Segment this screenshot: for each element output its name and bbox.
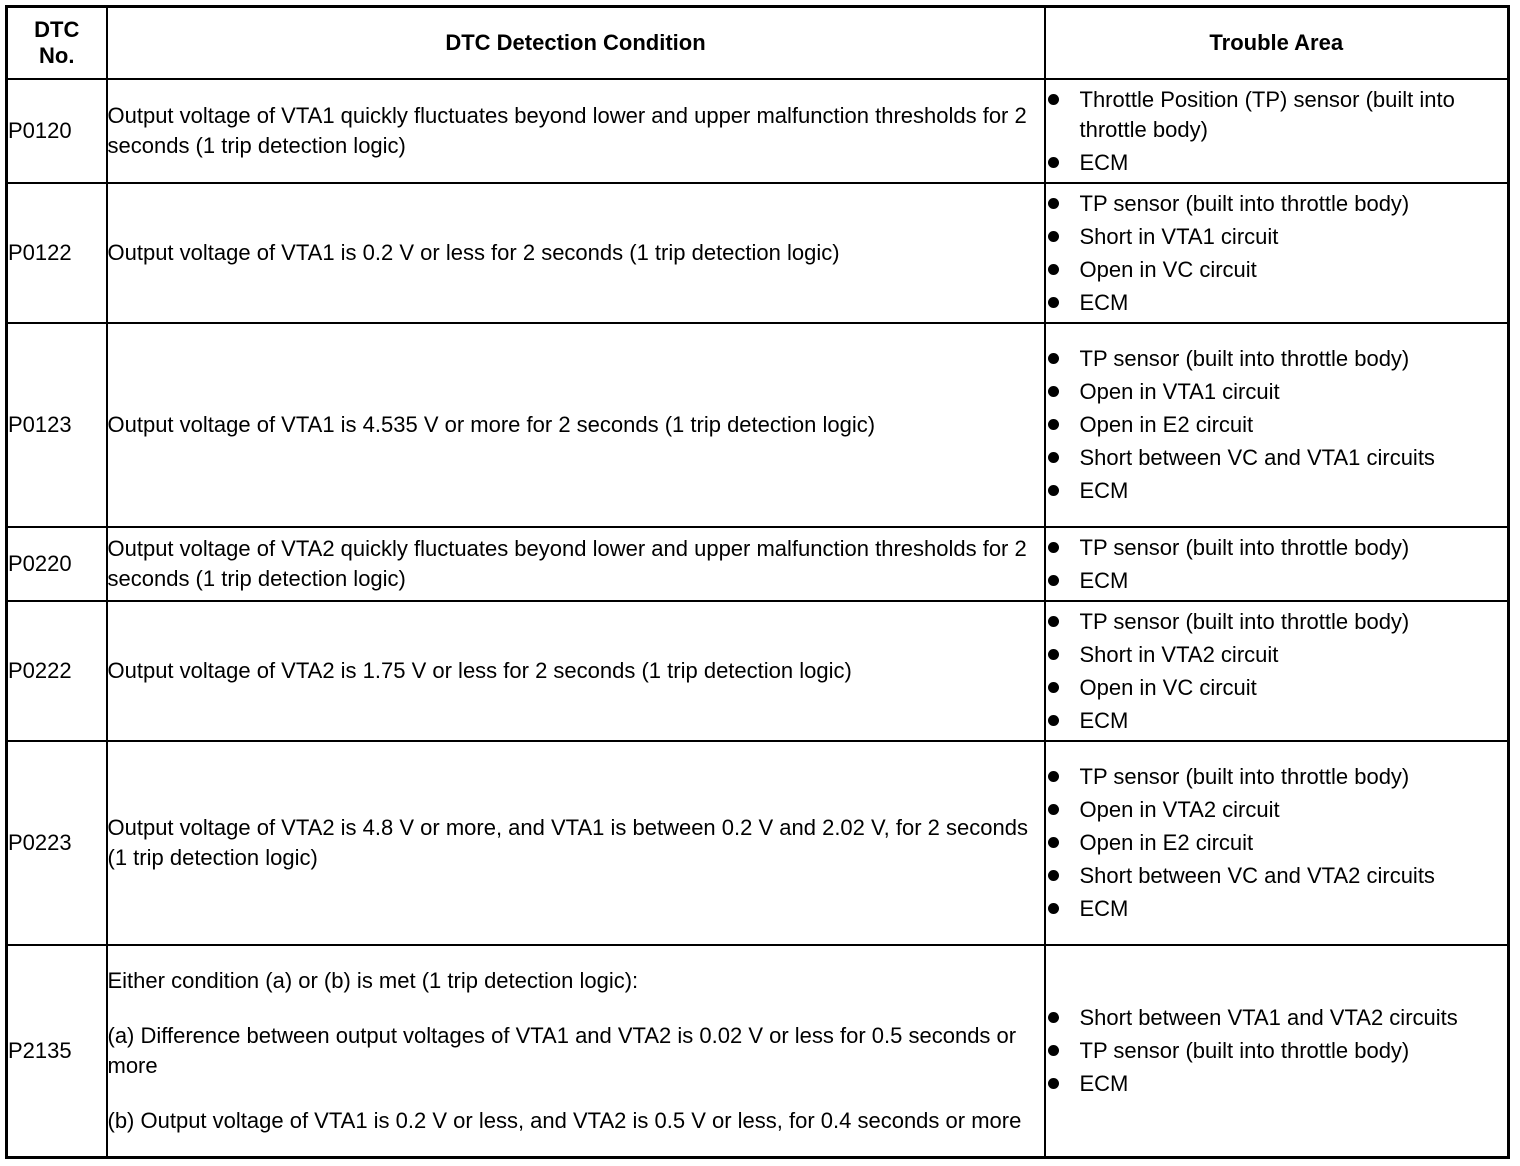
trouble-area-text: ECM (1079, 896, 1129, 921)
trouble-area-cell (1045, 183, 1509, 323)
trouble-area-list (1046, 344, 1508, 506)
header-trouble-area: Trouble Area (1045, 7, 1509, 80)
trouble-area-text: TP sensor (built into throttle body) (1079, 764, 1410, 789)
trouble-area-item (1046, 762, 1508, 792)
bullet-icon (1048, 386, 1059, 397)
table-row (7, 183, 1509, 323)
condition-text: Output voltage of VTA2 is 4.8 V or more, and VTA1 is between 0.2 V and 2.02 V, for 2 seconds (1 trip detection logic) (107, 815, 1028, 870)
bullet-icon (1048, 353, 1059, 364)
trouble-area-item (1046, 533, 1508, 563)
table-row (7, 601, 1509, 741)
table-row (7, 323, 1509, 527)
trouble-area-item (1046, 1069, 1508, 1099)
dtc-code-cell: P0120 (7, 79, 107, 183)
bullet-icon (1048, 1045, 1059, 1056)
bullet-icon (1048, 452, 1059, 463)
detection-condition-cell (107, 601, 1045, 741)
dtc-code-cell: P0122 (7, 183, 107, 323)
table-row (7, 79, 1509, 183)
bullet-icon (1048, 649, 1059, 660)
trouble-area-text: Short in VTA1 circuit (1079, 223, 1279, 249)
trouble-area-cell (1045, 527, 1509, 601)
table-header-row (7, 7, 1509, 80)
trouble-area-cell (1045, 323, 1509, 527)
bullet-icon (1048, 198, 1059, 209)
condition-text: (a) Difference between output voltages of VTA1 and VTA2 is 0.02 V or less for 0.5 seconds or more (107, 1023, 1017, 1078)
bullet-icon (1048, 231, 1059, 242)
header-dtc-no (7, 7, 107, 80)
detection-condition-cell (107, 183, 1045, 323)
bullet-icon (1048, 297, 1059, 308)
trouble-area-cell (1045, 741, 1509, 945)
trouble-area-item (1046, 795, 1508, 825)
bullet-icon (1048, 264, 1059, 275)
condition-text: Output voltage of VTA1 is 0.2 V or less for 2 seconds (1 trip detection logic) (107, 240, 840, 265)
detection-condition-cell (107, 323, 1045, 527)
trouble-area-item (1046, 85, 1508, 145)
bullet-icon (1048, 542, 1059, 553)
trouble-area-list (1046, 607, 1508, 736)
trouble-area-item (1046, 607, 1508, 637)
detection-condition-cell (107, 527, 1045, 601)
bullet-icon (1048, 575, 1059, 586)
trouble-area-text: TP sensor (built into throttle body) (1079, 608, 1410, 634)
trouble-area-item (1046, 222, 1508, 252)
bullet-icon (1048, 485, 1059, 496)
dtc-code-cell: P0223 (7, 741, 107, 945)
bullet-icon (1048, 870, 1059, 881)
trouble-area-item (1046, 189, 1508, 219)
condition-text: Output voltage of VTA1 is 4.535 V or more for 2 seconds (1 trip detection logic) (107, 412, 876, 437)
trouble-area-item (1046, 640, 1508, 670)
trouble-area-text: ECM (1079, 1071, 1129, 1096)
bullet-icon (1048, 616, 1059, 627)
condition-text: Either condition (a) or (b) is met (1 trip detection logic): (107, 968, 639, 993)
header-condition: DTC Detection Condition (107, 7, 1045, 80)
trouble-area-item (1046, 828, 1508, 858)
trouble-area-list (1046, 533, 1508, 596)
trouble-area-text: Short between VTA1 and VTA2 circuits (1079, 1005, 1458, 1030)
trouble-area-item (1046, 255, 1508, 285)
dtc-code-cell: P2135 (7, 945, 107, 1158)
trouble-area-text: TP sensor (built into throttle body) (1079, 1038, 1410, 1063)
trouble-area-text: Open in VTA2 circuit (1079, 797, 1280, 822)
condition-text: Output voltage of VTA2 is 1.75 V or less for 2 seconds (1 trip detection logic) (107, 658, 852, 683)
dtc-code-cell: P0123 (7, 323, 107, 527)
trouble-area-text: Open in E2 circuit (1079, 830, 1254, 855)
bullet-icon (1048, 94, 1059, 105)
trouble-area-list (1046, 85, 1508, 178)
trouble-area-text: Throttle Position (TP) sensor (built into throttle body) (1079, 86, 1455, 142)
condition-text: Output voltage of VTA1 quickly fluctuates beyond lower and upper malfunction thresholds for 2 seconds (1 trip detection logic) (107, 103, 1027, 158)
trouble-area-text: ECM (1079, 567, 1129, 593)
dtc-table (5, 5, 1510, 1159)
trouble-area-text: Short between VC and VTA1 circuits (1079, 445, 1435, 470)
condition-text: (b) Output voltage of VTA1 is 0.2 V or less, and VTA2 is 0.5 V or less, for 0.4 seconds or more (107, 1108, 1022, 1133)
dtc-code-cell: P0220 (7, 527, 107, 601)
trouble-area-text: TP sensor (built into throttle body) (1079, 190, 1410, 216)
trouble-area-list (1046, 762, 1508, 924)
bullet-icon (1048, 157, 1059, 168)
trouble-area-item (1046, 1036, 1508, 1066)
trouble-area-item (1046, 706, 1508, 736)
table-row (7, 945, 1509, 1158)
condition-text: Output voltage of VTA2 quickly fluctuates beyond lower and upper malfunction thresholds for 2 seconds (1 trip detection logic) (107, 536, 1027, 591)
trouble-area-item (1046, 1003, 1508, 1033)
bullet-icon (1048, 419, 1059, 430)
trouble-area-cell (1045, 945, 1509, 1158)
detection-condition-cell (107, 79, 1045, 183)
trouble-area-text: ECM (1079, 289, 1129, 315)
detection-condition-cell (107, 945, 1045, 1158)
trouble-area-list (1046, 1003, 1508, 1099)
trouble-area-text: ECM (1079, 707, 1129, 733)
bullet-icon (1048, 1078, 1059, 1089)
dtc-table-container (5, 5, 1510, 1159)
bullet-icon (1048, 1012, 1059, 1023)
trouble-area-text: ECM (1079, 149, 1129, 175)
trouble-area-item (1046, 894, 1508, 924)
trouble-area-item (1046, 288, 1508, 318)
bullet-icon (1048, 682, 1059, 693)
trouble-area-text: ECM (1079, 478, 1129, 503)
trouble-area-text: TP sensor (built into throttle body) (1079, 346, 1410, 371)
header-dtc-no-line2: No. (39, 43, 75, 68)
bullet-icon (1048, 804, 1059, 815)
trouble-area-item (1046, 410, 1508, 440)
trouble-area-text: Open in VC circuit (1079, 256, 1257, 282)
trouble-area-text: TP sensor (built into throttle body) (1079, 534, 1410, 560)
trouble-area-item (1046, 673, 1508, 703)
header-dtc-no-line1: DTC (34, 17, 80, 42)
trouble-area-text: Short between VC and VTA2 circuits (1079, 863, 1435, 888)
table-row (7, 741, 1509, 945)
bullet-icon (1048, 903, 1059, 914)
trouble-area-item (1046, 861, 1508, 891)
trouble-area-item (1046, 377, 1508, 407)
detection-condition-cell (107, 741, 1045, 945)
trouble-area-text: Open in VC circuit (1079, 674, 1257, 700)
trouble-area-item (1046, 344, 1508, 374)
table-row (7, 527, 1509, 601)
trouble-area-text: Open in VTA1 circuit (1079, 379, 1280, 404)
bullet-icon (1048, 715, 1059, 726)
bullet-icon (1048, 837, 1059, 848)
trouble-area-cell (1045, 79, 1509, 183)
trouble-area-item (1046, 443, 1508, 473)
table-body (7, 79, 1509, 1158)
trouble-area-item (1046, 566, 1508, 596)
trouble-area-text: Short in VTA2 circuit (1079, 641, 1279, 667)
dtc-code-cell: P0222 (7, 601, 107, 741)
trouble-area-item (1046, 148, 1508, 178)
trouble-area-text: Open in E2 circuit (1079, 412, 1254, 437)
trouble-area-item (1046, 476, 1508, 506)
trouble-area-cell (1045, 601, 1509, 741)
trouble-area-list (1046, 189, 1508, 318)
bullet-icon (1048, 771, 1059, 782)
